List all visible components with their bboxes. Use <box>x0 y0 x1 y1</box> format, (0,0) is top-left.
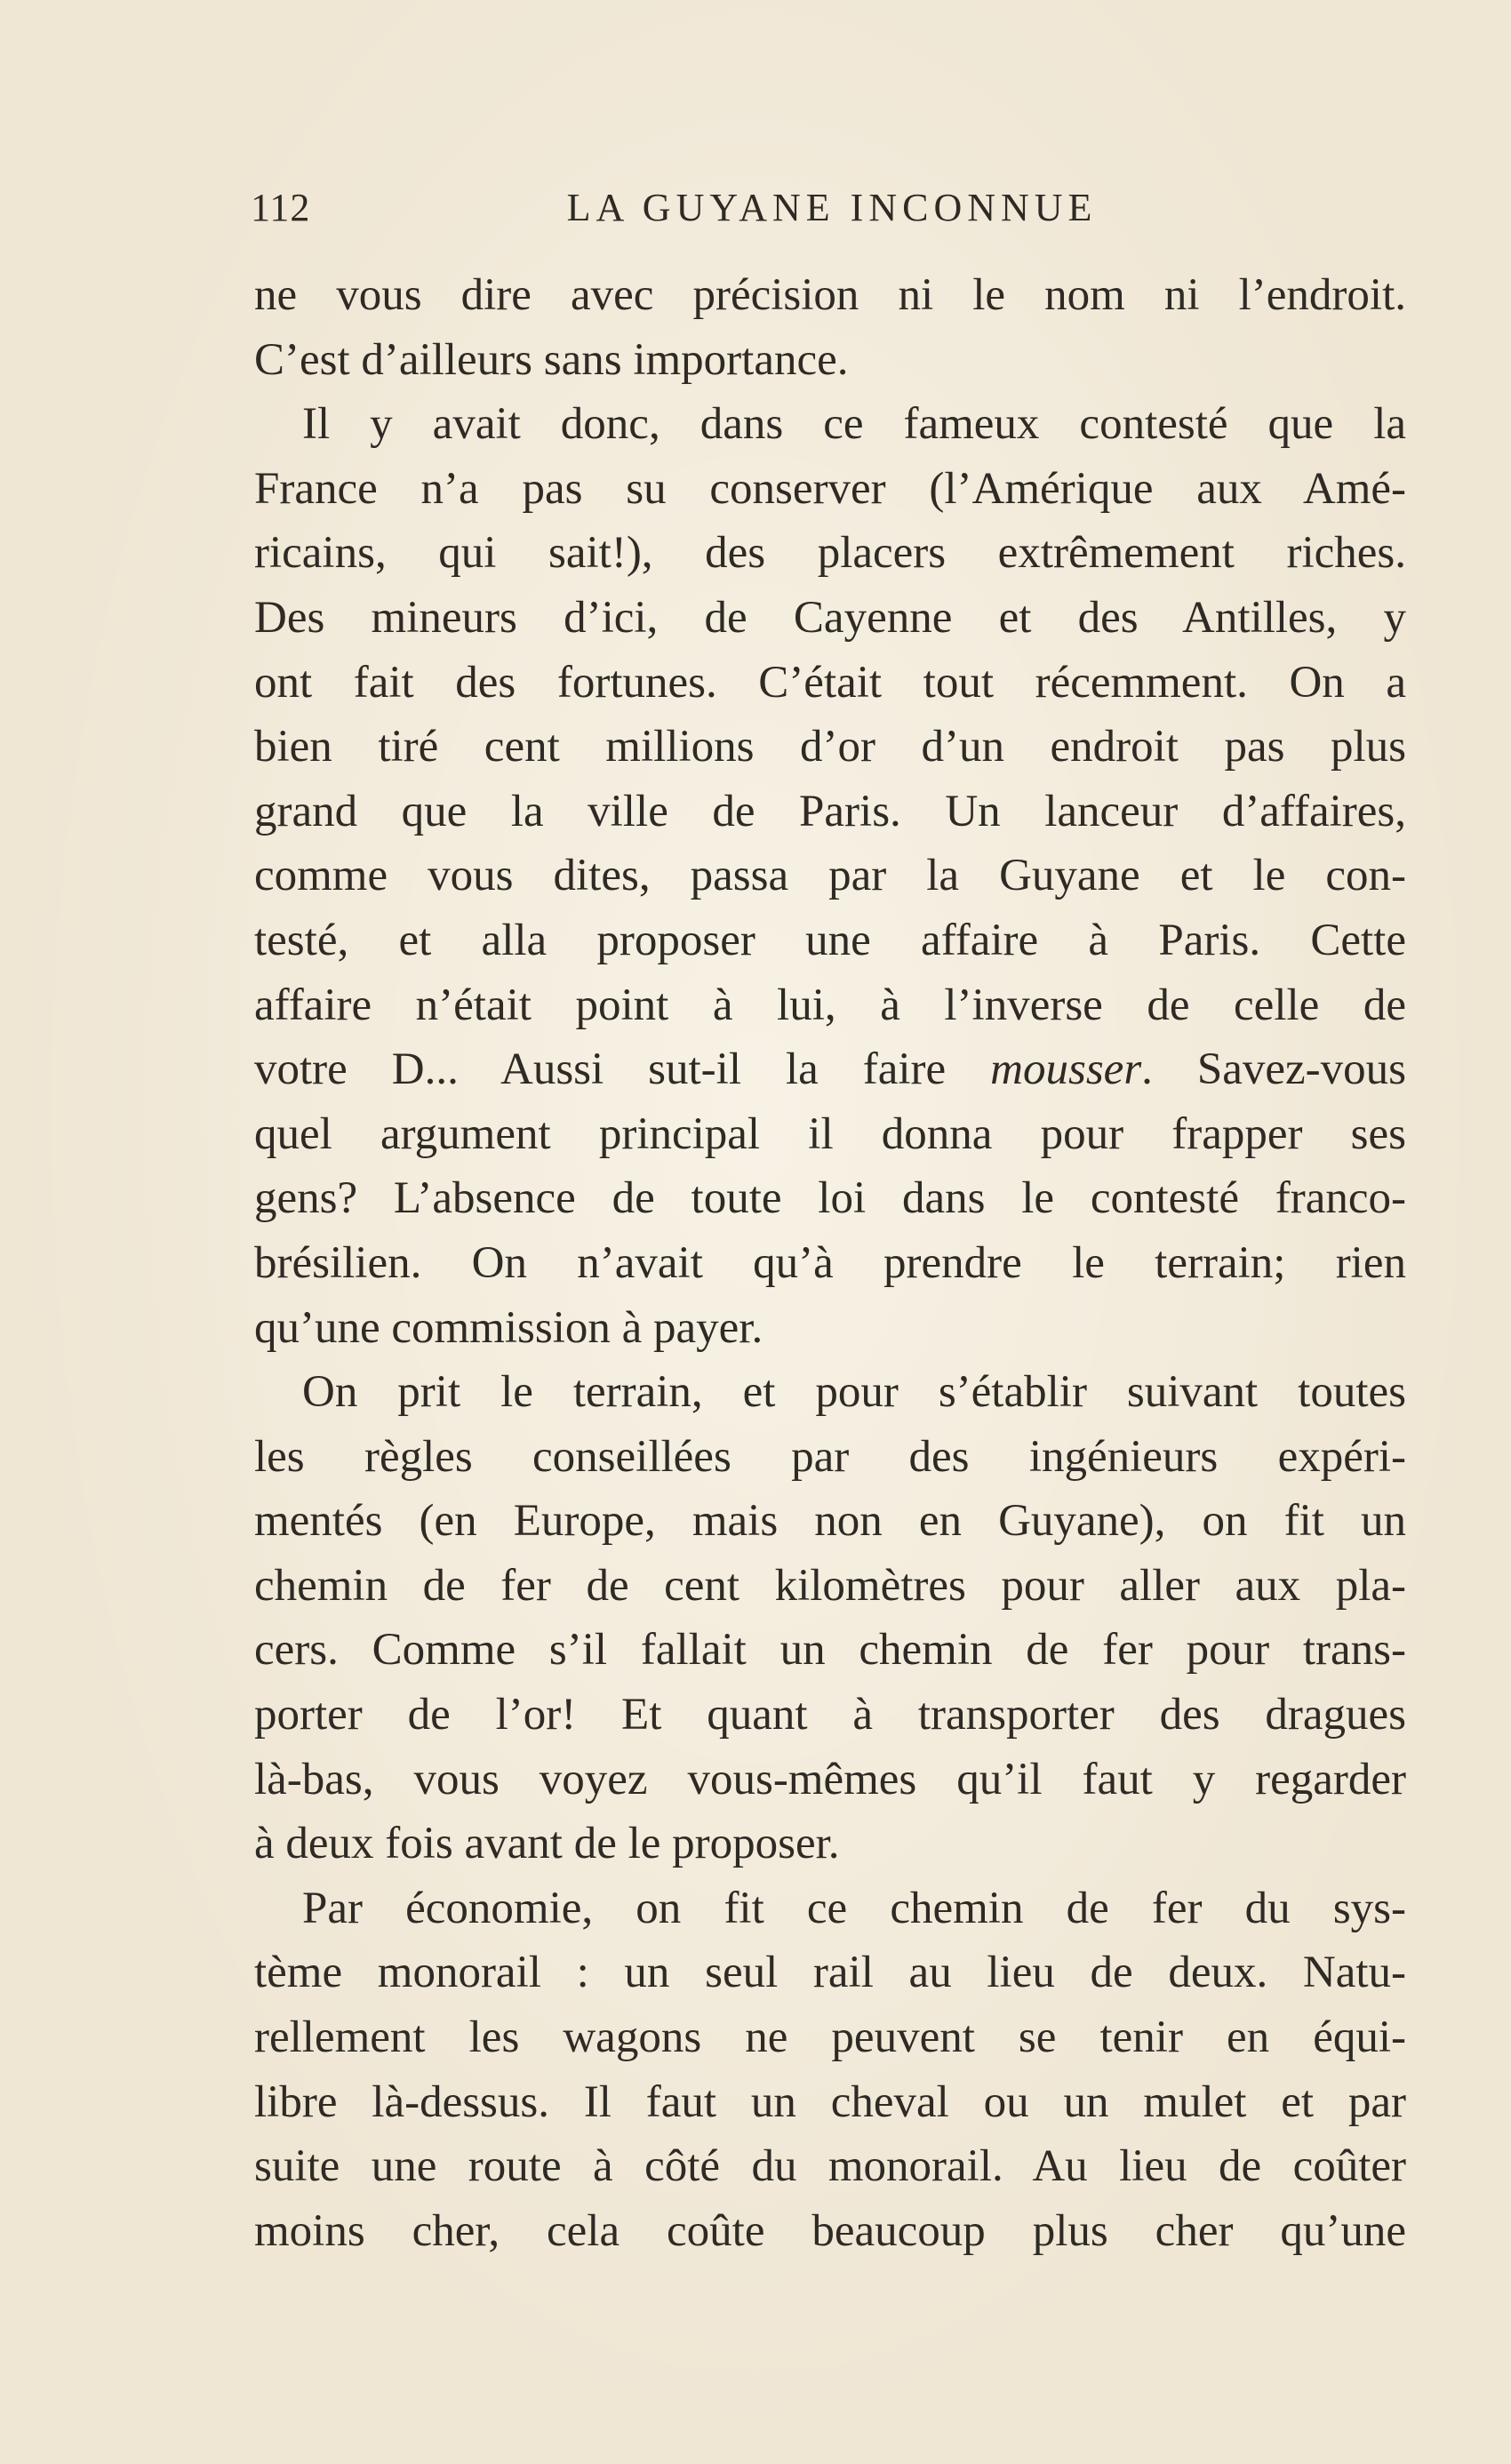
text-line: tème monorail : un seul rail au lieu de deux. Natu- <box>254 1948 1406 1998</box>
text-segment: . Savez-vous <box>1141 1044 1406 1095</box>
text-line: mentés (en Europe, mais non en Guyane), on fit un <box>254 1496 1406 1547</box>
text-line: ricains, qui sait!), des placers extrêmement riches. <box>254 528 1406 579</box>
text-line: à deux fois avant de le proposer. <box>254 1819 840 1869</box>
text-line: testé, et alla proposer une affaire à Paris. Cette <box>254 915 1406 965</box>
text-line: cers. Comme s’il fallait un chemin de fer pour trans- <box>254 1625 1406 1676</box>
text-line: suite une route à côté du monorail. Au lieu de coûter <box>254 2141 1406 2192</box>
text-line: bien tiré cent millions d’or d’un endroit pas plus <box>254 722 1406 772</box>
text-line: grand que la ville de Paris. Un lanceur d’affaires, <box>254 786 1406 836</box>
body-text <box>254 263 1406 2263</box>
paragraph-start-line: Par économie, on fit ce chemin de fer du sys- <box>302 1883 1406 1933</box>
text-line: rellement les wagons ne peuvent se tenir en équi- <box>254 2012 1406 2063</box>
text-line: Des mineurs d’ici, de Cayenne et des Antilles, y <box>254 592 1406 643</box>
text-line: chemin de fer de cent kilomètres pour aller aux pla- <box>254 1560 1406 1611</box>
text-line: là-bas, vous voyez vous-mêmes qu’il faut y regarder <box>254 1754 1406 1804</box>
running-title: LA GUYANE INCONNUE <box>566 186 1098 229</box>
text-line: brésilien. On n’avait qu’à prendre le terrain; rien <box>254 1237 1406 1288</box>
text-line: gens? L’absence de toute loi dans le contesté franco- <box>254 1173 1406 1224</box>
text-line: porter de l’or! Et quant à transporter des dragues <box>254 1690 1406 1740</box>
text-line: qu’une commission à payer. <box>254 1302 763 1353</box>
italic-word: mousser <box>990 1044 1142 1095</box>
page-number: 112 <box>251 186 311 229</box>
page-header <box>251 185 1413 238</box>
text-line-with-italic <box>254 1037 1406 1102</box>
text-line: quel argument principal il donna pour frapper ses <box>254 1108 1406 1159</box>
text-line: ont fait des fortunes. C’était tout récemment. On a <box>254 657 1406 708</box>
text-segment: votre D... Aussi sut-il la faire <box>254 1044 947 1095</box>
paragraph-start-line: Il y avait donc, dans ce fameux contesté que la <box>302 399 1406 450</box>
text-line: les règles conseillées par des ingénieurs expéri- <box>254 1431 1406 1482</box>
text-line: libre là-dessus. Il faut un cheval ou un mulet et par <box>254 2076 1406 2127</box>
paragraph-start-line: On prit le terrain, et pour s’établir suivant toutes <box>302 1367 1406 1418</box>
text-line: moins cher, cela coûte beaucoup plus cher qu’une <box>254 2205 1406 2256</box>
text-line: comme vous dites, passa par la Guyane et le con- <box>254 851 1406 901</box>
text-line: C’est d’ailleurs sans importance. <box>254 334 849 385</box>
text-line: affaire n’était point à lui, à l’inverse de celle de <box>254 980 1406 1030</box>
text-line: France n’a pas su conserver (l’Amérique aux Amé- <box>254 463 1406 514</box>
text-line: ne vous dire avec précision ni le nom ni l’endroit. <box>254 270 1406 320</box>
